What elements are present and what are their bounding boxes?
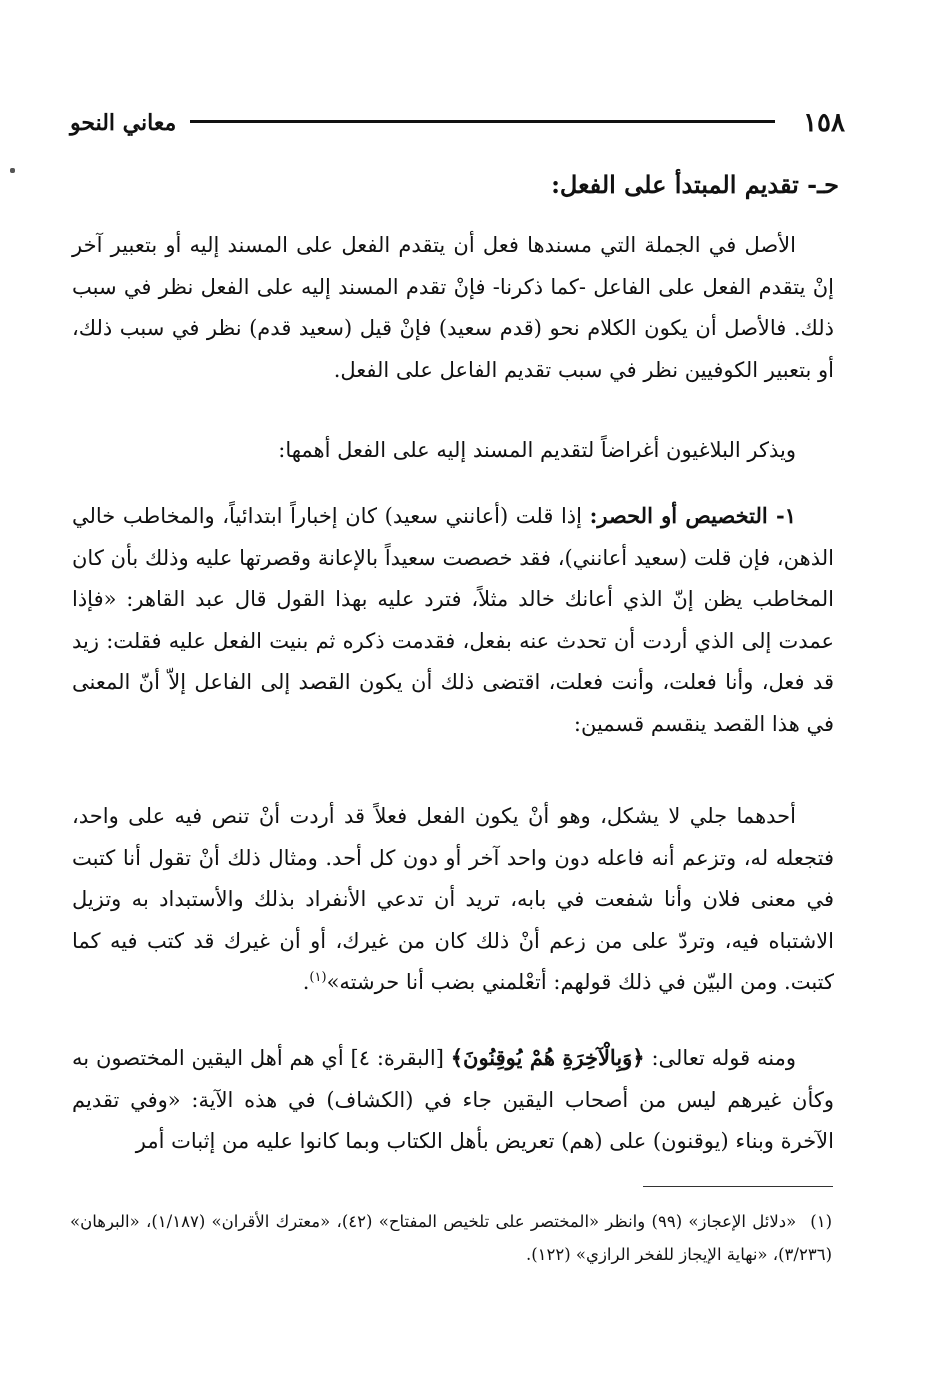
footnotes [70, 1205, 832, 1271]
paragraph-5-text: [البقرة: ٤] أي هم أهل اليقين المختصون به وكأن غيرهم ليس من أصحاب اليقين جاء في (الكشاف) في هذه الآية: «وفي تقديم الآخرة وبناء (يوقنون) على (هم) تعريض بأهل الكتاب وبما كانوا عليه من إثبات أمر [72, 1046, 834, 1153]
scan-mark [10, 168, 15, 173]
paragraph-5 [72, 1037, 834, 1163]
section-heading: حـ- تقديم المبتدأ على الفعل: [551, 170, 839, 199]
paragraph-5-intro: ومنه قوله تعالى: [644, 1046, 796, 1070]
paragraph-1: الأصل في الجملة التي مسندها فعل أن يتقدم الفعل على المسند إليه أو بتعبير آخر إنْ يتقدم الفعل على الفاعل -كما ذكرنا- فإنْ تقدم المسند إليه على الفعل نظر في سبب ذلك. فالأصل أن يكون الكلام نحو (قدم سعيد) فإنْ قيل (سعيد قدم) نظر في سبب ذلك، أو بتعبير الكوفيين نظر في سبب تقديم الفاعل على الفعل. [72, 233, 834, 382]
footnote-item [70, 1205, 832, 1271]
paragraph-2: ويذكر البلاغيون أغراضاً لتقديم المسند إليه على الفعل أهمها: [278, 438, 796, 462]
page-header [70, 108, 845, 144]
quran-verse: ﴿وَبِالْآخِرَةِ هُمْ يُوقِنُونَ﴾ [450, 1045, 645, 1070]
header-rule [190, 120, 775, 123]
paragraph-3-text: إذا قلت (أعانني سعيد) كان إخباراً ابتدائياً، والمخاطب خالي الذهن، فإن قلت (سعيد أعانني)، فقد خصصت سعيداً بالإعانة وقصرتها عليه وذلك بأن كان المخاطب يظن إنّ الذي أعانك خالد مثلاً، فترد عليه بهذا القول قال عبد القاهر: «فإذا عمدت إلى الذي أردت أن تحدث عنه بفعل، فقدمت ذكره ثم بنيت الفعل عليه فقلت: زيد قد فعل، وأنا فعلت، وأنت فعلت، اقتضى ذلك أن يكون القصد إلى الفاعل إلاّ أنّ المعنى في هذا القصد ينقسم قسمين: [72, 504, 834, 736]
paragraph-3 [72, 495, 834, 745]
paragraph-4: أحدهما جلي لا يشكل، وهو أنْ يكون الفعل فعلاً قد أردت أنْ تنص فيه على واحد، فتجعله له، وتزعم أنه فاعله دون واحد آخر أو دون كل أحد. ومثال ذلك أنْ تقول أنا كتبت في معنى فلان وأنا شفعت في بابه، تريد أن تدعي الأنفراد بذلك والأستبداد به وتزيل الاشتباه فيه، وتردّ على من زعم أنْ ذلك كان من غيرك، أو أن غيرك قد كتب فيه كما كتبت. ومن البيّن في ذلك قولهم: أتعْلمني بضب أنا حرشته»$^{(١)}$. [72, 804, 835, 994]
footnote-ref: (١) [309, 970, 327, 985]
page-number: ١٥٨ [803, 108, 845, 138]
footnote-text: «دلائل الإعجاز» (٩٩) وانظر «المختصر على تلخيص المفتاح» (٤٢)، «معترك الأقران» (١/١٨٧)، «البرهان» (٣/٢٣٦)، «نهاية الإيجاز للفخر الرازي» (١٢٢). [70, 1212, 832, 1264]
running-title: معاني النحو [70, 110, 177, 136]
paragraph-3-lead: ١- التخصيص أو الحصر: [589, 503, 796, 528]
footnote-number: (١) [810, 1212, 832, 1231]
paragraph-4-text: أحدهما جلي لا يشكل، وهو أنْ يكون الفعل فعلاً قد أردت أنْ تنص فيه على واحد، فتجعله له، وتزعم أنه فاعله دون واحد آخر أو دون كل أحد. ومثال ذلك أنْ تقول أنا كتبت في معنى فلان وأنا شفعت في بابه، تريد أن تدعي الأنفراد بذلك والأستبداد به وتزيل الاشتباه فيه، وتردّ على من زعم أنْ ذلك كان من غيرك، أو أن غيرك قد كتب فيه كما كتبت. ومن البيّن في ذلك قولهم: أتعْلمني بضب أنا حرشته» [72, 804, 835, 994]
footnote-rule [643, 1186, 833, 1187]
